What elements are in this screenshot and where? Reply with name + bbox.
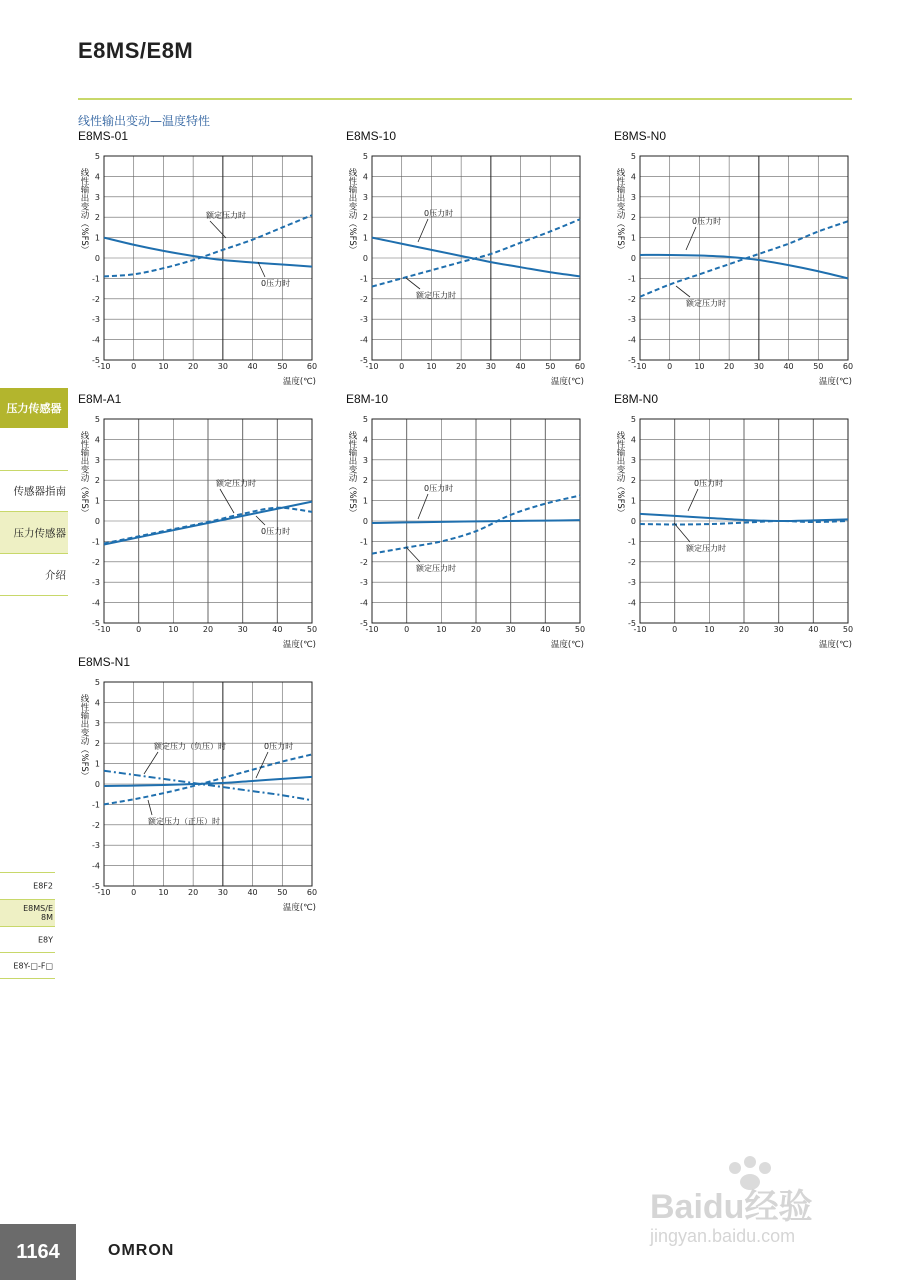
baidu-paw-icon [640, 1150, 860, 1250]
chart-grid [92, 678, 317, 897]
series-label: 额定压力时 [416, 564, 456, 573]
y-tick-label: -3 [360, 578, 368, 588]
y-tick-label: 1 [630, 233, 636, 243]
header-rule [78, 98, 852, 100]
x-axis-label: 温度(℃) [818, 640, 852, 650]
y-tick-label: 2 [630, 476, 636, 486]
x-tick-label: 10 [436, 625, 447, 634]
x-tick-label: 50 [545, 362, 556, 371]
chart-svg [76, 391, 326, 651]
y-tick-label: -5 [628, 356, 636, 365]
series-label: 额定压力时 [686, 299, 726, 308]
model-label: E8F2 [33, 881, 53, 891]
chart-svg [612, 128, 862, 388]
x-tick-label: 20 [724, 362, 735, 371]
chart-1 [344, 128, 594, 388]
page-number: 1164 [0, 1224, 76, 1280]
series-line-0 [640, 255, 848, 279]
x-tick-label: 30 [237, 625, 248, 634]
x-tick-label: 40 [247, 888, 258, 897]
chart-grid [360, 152, 585, 371]
series-label: 0压力时 [424, 484, 454, 493]
y-tick-label: 1 [362, 233, 368, 243]
annotation-leader [418, 494, 428, 519]
x-tick-label: 0 [667, 362, 673, 371]
x-axis-label: 温度(℃) [550, 640, 584, 650]
y-tick-label: 2 [630, 213, 636, 223]
x-tick-label: 0 [399, 362, 405, 371]
x-tick-label: 40 [783, 362, 794, 371]
y-tick-label: 5 [630, 152, 636, 161]
y-tick-label: -5 [628, 619, 636, 628]
sidebar-model-e8y[interactable] [0, 927, 55, 953]
y-tick-label: 2 [94, 739, 100, 749]
chart-4 [344, 391, 594, 651]
x-tick-label: -10 [97, 362, 111, 371]
x-tick-label: -10 [97, 625, 111, 634]
x-tick-label: 0 [404, 625, 410, 634]
sidebar-model-e8y-f[interactable] [0, 953, 55, 979]
section-subtitle: 线性输出变动—温度特性 [78, 114, 211, 128]
annotation-leader [144, 752, 158, 774]
y-tick-label: 1 [362, 496, 368, 506]
series-label: 0压力时 [261, 279, 291, 288]
x-tick-label: 10 [158, 362, 169, 371]
y-axis-label: 线性输出变动（%FS） [615, 168, 625, 255]
x-tick-label: 0 [136, 625, 142, 634]
annotation-leader [148, 800, 152, 815]
y-tick-label: -2 [92, 557, 100, 567]
y-tick-label: -2 [360, 294, 368, 304]
y-tick-label: 0 [362, 254, 368, 263]
x-tick-label: 10 [168, 625, 179, 634]
series-label: 额定压力（负压）时 [154, 742, 226, 751]
sidebar-item-label: 传感器指南 [13, 485, 66, 498]
y-tick-label: 0 [94, 517, 100, 526]
x-tick-label: 20 [202, 625, 214, 634]
y-axis-label: 线性输出变动（%FS） [79, 694, 89, 781]
y-tick-label: 2 [362, 213, 368, 223]
x-tick-label: 30 [773, 625, 784, 634]
y-tick-label: 0 [630, 254, 636, 263]
y-tick-label: -4 [92, 861, 100, 871]
y-tick-label: -1 [92, 537, 100, 547]
x-tick-label: 10 [158, 888, 169, 897]
chart-title: E8M-N0 [614, 392, 659, 406]
y-tick-label: -3 [628, 578, 636, 588]
omron-logo: OMRON [108, 1242, 175, 1259]
series-line-1 [104, 238, 312, 267]
x-tick-label: 40 [247, 362, 258, 371]
model-label: E8MS/E8M [23, 904, 53, 922]
watermark-text: Baidu经验 [650, 1188, 813, 1226]
chart-5 [612, 391, 862, 651]
y-axis-label: 线性输出变动（%FS） [615, 431, 625, 518]
y-tick-label: 5 [94, 152, 100, 161]
chart-grid [360, 415, 585, 634]
series-label: 0压力时 [692, 217, 722, 226]
x-tick-label: 30 [217, 888, 228, 897]
x-axis-label: 温度(℃) [282, 903, 316, 913]
y-axis-label: 线性输出变动（%FS） [79, 168, 89, 255]
y-tick-label: 4 [362, 435, 368, 445]
series-label: 额定压力（正压）时 [148, 817, 220, 826]
x-tick-label: 50 [842, 625, 854, 634]
series-label: 0压力时 [261, 527, 291, 536]
y-tick-label: -4 [628, 335, 636, 345]
y-tick-label: 2 [362, 476, 368, 486]
y-tick-label: -1 [628, 537, 636, 547]
annotation-leader [674, 523, 690, 542]
model-label: E8Y [37, 935, 53, 944]
x-tick-label: 50 [277, 888, 288, 897]
x-tick-label: -10 [633, 625, 647, 634]
y-tick-label: 3 [94, 192, 100, 202]
y-tick-label: 0 [94, 254, 100, 263]
y-tick-label: -5 [92, 882, 100, 891]
sidebar-model-e8ms-e8m[interactable] [0, 900, 55, 927]
chart-title: E8M-10 [346, 392, 389, 406]
x-tick-label: 20 [188, 362, 199, 371]
y-tick-label: 1 [94, 233, 100, 243]
annotation-leader [406, 278, 420, 289]
series-label: 0压力时 [264, 742, 294, 751]
y-tick-label: 5 [630, 415, 636, 424]
annotation-leader [256, 752, 268, 778]
chart-2 [612, 128, 862, 388]
y-tick-label: 4 [94, 435, 100, 445]
chart-svg [612, 391, 862, 651]
model-label: E8Y-□-F□ [13, 961, 53, 970]
baidu-watermark [640, 1150, 860, 1250]
y-tick-label: -3 [628, 315, 636, 325]
chart-title: E8MS-N1 [78, 655, 131, 669]
x-tick-label: 50 [813, 362, 824, 371]
annotation-leader [406, 547, 420, 562]
y-axis-label: 线性输出变动（%FS） [79, 431, 89, 518]
chart-title: E8MS-01 [78, 129, 129, 143]
x-tick-label: -10 [633, 362, 647, 371]
series-label: 额定压力时 [206, 211, 246, 220]
y-tick-label: -4 [628, 598, 636, 608]
sidebar-tab-pressure-sensor[interactable] [0, 388, 68, 428]
y-tick-label: 1 [630, 496, 636, 506]
x-tick-label: 10 [704, 625, 715, 634]
chart-title: E8MS-10 [346, 129, 397, 143]
chart-svg [76, 654, 326, 914]
series-label: 额定压力时 [216, 479, 256, 488]
y-tick-label: -2 [92, 294, 100, 304]
x-tick-label: 10 [694, 362, 705, 371]
x-axis-label: 温度(℃) [282, 377, 316, 387]
y-tick-label: 5 [362, 152, 368, 161]
chart-6 [76, 654, 326, 914]
y-tick-label: 1 [94, 759, 100, 769]
y-tick-label: -1 [92, 274, 100, 284]
y-tick-label: 4 [362, 172, 368, 182]
y-tick-label: 3 [94, 718, 100, 728]
x-tick-label: 60 [306, 362, 318, 371]
x-tick-label: 10 [426, 362, 437, 371]
x-tick-label: 0 [131, 888, 137, 897]
chart-grid [628, 152, 853, 371]
annotation-leader [210, 221, 226, 238]
y-tick-label: 0 [630, 517, 636, 526]
chart-svg [344, 391, 594, 651]
y-axis-label: 线性输出变动（%FS） [347, 168, 357, 255]
y-tick-label: -1 [92, 800, 100, 810]
sidebar-tab-label: 压力传感器 [6, 402, 62, 415]
x-tick-label: 30 [505, 625, 516, 634]
x-tick-label: 40 [808, 625, 819, 634]
y-tick-label: -4 [92, 598, 100, 608]
x-axis-label: 温度(℃) [282, 640, 316, 650]
y-tick-label: 4 [94, 172, 100, 182]
y-tick-label: -3 [92, 315, 100, 325]
watermark-url: jingyan.baidu.com [650, 1226, 796, 1246]
x-tick-label: -10 [97, 888, 111, 897]
y-tick-label: 0 [94, 780, 100, 789]
x-tick-label: 20 [738, 625, 750, 634]
x-tick-label: 50 [306, 625, 318, 634]
y-tick-label: -5 [92, 619, 100, 628]
x-tick-label: -10 [365, 625, 379, 634]
series-label: 额定压力时 [416, 291, 456, 300]
y-tick-label: -3 [360, 315, 368, 325]
y-tick-label: 3 [630, 192, 636, 202]
annotation-leader [676, 286, 690, 297]
series-label: 0压力时 [424, 209, 454, 218]
sidebar-item-sensor-guide[interactable] [0, 470, 68, 512]
x-tick-label: 20 [188, 888, 199, 897]
y-tick-label: -1 [360, 537, 368, 547]
x-tick-label: 30 [485, 362, 496, 371]
y-tick-label: -2 [628, 294, 636, 304]
x-axis-label: 温度(℃) [550, 377, 584, 387]
x-tick-label: 20 [470, 625, 482, 634]
sidebar-item-intro[interactable] [0, 554, 68, 596]
y-tick-label: 3 [362, 455, 368, 465]
x-tick-label: 50 [277, 362, 288, 371]
x-tick-label: 0 [672, 625, 678, 634]
x-tick-label: 40 [272, 625, 283, 634]
y-tick-label: -5 [360, 619, 368, 628]
series-line-0 [372, 238, 580, 277]
chart-title: E8MS-N0 [614, 129, 667, 143]
x-tick-label: 30 [217, 362, 228, 371]
annotation-leader [220, 489, 234, 513]
annotation-leader [256, 516, 265, 525]
chart-3 [76, 391, 326, 651]
y-tick-label: 4 [94, 698, 100, 708]
series-label: 0压力时 [694, 479, 724, 488]
annotation-leader [686, 227, 696, 250]
y-tick-label: -4 [92, 335, 100, 345]
y-tick-label: 0 [362, 517, 368, 526]
y-tick-label: -2 [360, 557, 368, 567]
x-tick-label: 60 [842, 362, 854, 371]
chart-svg [344, 128, 594, 388]
y-tick-label: -1 [360, 274, 368, 284]
chart-0 [76, 128, 326, 388]
y-tick-label: -1 [628, 274, 636, 284]
y-tick-label: 3 [94, 455, 100, 465]
y-tick-label: -3 [92, 841, 100, 851]
y-tick-label: 5 [94, 415, 100, 424]
y-tick-label: -4 [360, 598, 368, 608]
y-tick-label: 3 [362, 192, 368, 202]
chart-title: E8M-A1 [78, 392, 122, 406]
x-tick-label: 40 [540, 625, 551, 634]
chart-grid [628, 415, 853, 634]
y-tick-label: -2 [628, 557, 636, 567]
page-title: E8MS/E8M [78, 38, 194, 63]
sidebar-item-label: 压力传感器 [13, 527, 66, 539]
x-axis-label: 温度(℃) [818, 377, 852, 387]
x-tick-label: 60 [574, 362, 586, 371]
sidebar-model-e8f2[interactable] [0, 872, 55, 900]
chart-grid [92, 152, 317, 371]
y-tick-label: 5 [362, 415, 368, 424]
x-tick-label: 40 [515, 362, 526, 371]
x-tick-label: 30 [753, 362, 764, 371]
y-tick-label: 1 [94, 496, 100, 506]
series-line-1 [372, 219, 580, 286]
sidebar-item-label: 介绍 [45, 569, 66, 581]
annotation-leader [418, 219, 428, 242]
x-tick-label: 0 [131, 362, 137, 371]
y-tick-label: 2 [94, 476, 100, 486]
x-tick-label: 20 [456, 362, 467, 371]
y-tick-label: -5 [92, 356, 100, 365]
y-tick-label: -5 [360, 356, 368, 365]
annotation-leader [688, 489, 698, 511]
y-tick-label: -2 [92, 820, 100, 830]
x-tick-label: -10 [365, 362, 379, 371]
series-label: 额定压力时 [686, 544, 726, 553]
y-tick-label: 2 [94, 213, 100, 223]
y-tick-label: 4 [630, 435, 636, 445]
x-tick-label: 50 [574, 625, 586, 634]
x-tick-label: 60 [306, 888, 318, 897]
y-tick-label: -3 [92, 578, 100, 588]
y-axis-label: 线性输出变动（%FS） [347, 431, 357, 518]
y-tick-label: -4 [360, 335, 368, 345]
y-tick-label: 5 [94, 678, 100, 687]
y-tick-label: 4 [630, 172, 636, 182]
chart-svg [76, 128, 326, 388]
sidebar-item-pressure-sensor[interactable] [0, 512, 68, 554]
y-tick-label: 3 [630, 455, 636, 465]
